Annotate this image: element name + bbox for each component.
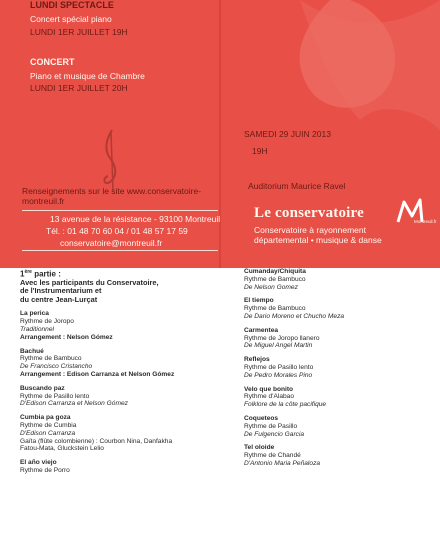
piece-detail: D'Antonio Maria Peñaloza: [244, 459, 321, 467]
clef-icon: [96, 128, 126, 192]
piece-detail: D'Edison Carranza et Nelson Gómez: [20, 400, 128, 408]
part-superscript: ère: [24, 269, 32, 275]
concert-subtitle: Piano et musique de Chambre: [30, 71, 145, 81]
piece-detail: Rythme de Cumbia: [20, 422, 77, 429]
piece-detail: Rythme de Joropo llanero: [244, 334, 320, 342]
piece-title: El tiempo: [244, 297, 274, 305]
programme-piece: [20, 385, 230, 408]
piece-detail: Arrangement : Nelson Gómez: [20, 333, 113, 341]
piece-detail: Gaïta (flûte colombienne) : Courbon Nina, Danfakha: [20, 437, 173, 445]
piece-detail: Rythme de Bambuco: [20, 355, 82, 363]
programme-page: [0, 268, 440, 550]
piece-detail: Folklore de la côte pacifique: [244, 401, 327, 409]
venue: Auditorium Maurice Ravel: [248, 181, 346, 191]
piece-title: Buscando paz: [20, 384, 65, 392]
phone: Tél. : 01 48 70 60 04 / 01 48 57 17 59: [46, 226, 188, 236]
piece-title: La perica: [20, 310, 49, 318]
tagline-line-1: Conservatoire à rayonnement: [254, 225, 366, 235]
email: conservatoire@montreuil.fr: [60, 238, 163, 248]
piece-detail: De Fulgencio Garcia: [244, 430, 305, 438]
website-info-line-2: montreuil.fr: [22, 196, 65, 206]
piece-detail: Rythme de Chandé: [244, 452, 301, 460]
programme-piece: [20, 348, 230, 379]
piece-detail: Rythme de Joropo: [20, 318, 74, 326]
piece-title: Coqueteos: [244, 414, 279, 422]
piece-detail: Rythme de Pasillo lento: [244, 363, 314, 371]
piece-title: Velo que bonito: [244, 385, 294, 393]
divider: [22, 250, 218, 251]
piece-detail: Fatou-Mata, Gluckstein Lelio: [20, 445, 104, 453]
programme-right-column: [244, 268, 434, 474]
piece-detail: D'Edison Carranza: [20, 429, 76, 437]
fold-line: [219, 0, 221, 268]
programme-piece: [244, 415, 434, 438]
piece-detail: Rythme de Bambuco: [244, 305, 306, 313]
piece-detail: De Nelson Gomez: [244, 283, 298, 291]
divider: [22, 210, 218, 211]
piece-detail: De Pedro Morales Pino: [244, 371, 313, 379]
part-description-line: du centre Jean-Lurçat: [20, 294, 98, 304]
part-description-line: de l'Instrumentarium et: [20, 286, 102, 296]
event-time: 19H: [252, 146, 268, 156]
piece-detail: Rythme de Porro: [20, 466, 70, 474]
lundi-subtitle: Concert spécial piano: [30, 14, 112, 24]
programme-piece: [244, 327, 434, 350]
event-date: SAMEDI 29 JUIN 2013: [244, 129, 331, 139]
programme-piece: [20, 310, 230, 341]
programme-piece: [244, 356, 434, 379]
programme-piece: [20, 459, 230, 475]
piece-title: Cumanday/Chiquita: [244, 268, 306, 275]
piece-detail: De Dario Moreno et Chucho Meza: [244, 312, 345, 320]
left-piece-list: [20, 310, 230, 474]
right-piece-list: [244, 268, 434, 468]
piece-detail: Arrangement : Edison Carranza et Nelson Gómez: [20, 371, 175, 379]
programme-cover: [0, 0, 440, 268]
part-word: partie :: [31, 269, 61, 279]
piece-detail: De Miguel Angel Martin: [244, 342, 313, 350]
piece-detail: Traditionnel: [20, 326, 54, 334]
piece-title: Tel oloide: [244, 444, 275, 452]
programme-piece: [244, 444, 434, 467]
logo-mark-label: Montreuil.fr: [414, 219, 437, 224]
piece-title: Reflejos: [244, 356, 270, 364]
piece-title: El año viejo: [20, 459, 57, 467]
programme-piece: [244, 268, 434, 291]
piece-detail: Rythme de Pasillo: [244, 422, 298, 430]
address: 13 avenue de la résistance - 93100 Montreuil: [50, 214, 221, 224]
lundi-date: LUNDI 1ER JUILLET 19H: [30, 27, 128, 37]
piece-detail: Rythme d'Alabao: [244, 393, 295, 401]
piece-title: Cumbia pa goza: [20, 414, 71, 422]
programme-left-column: [20, 268, 230, 481]
part-description-line: Avec les participants du Conservatoire,: [20, 277, 159, 287]
programme-piece: [244, 386, 434, 409]
piece-title: Carmentea: [244, 326, 279, 334]
concert-title: CONCERT: [30, 57, 75, 67]
piece-detail: De Francisco Cristancho: [20, 363, 93, 371]
lundi-title: LUNDI SPECTACLE: [30, 0, 114, 10]
piece-detail: Rythme de Bambuco: [244, 275, 306, 283]
piece-title: Bachué: [20, 347, 44, 355]
programme-piece: [244, 297, 434, 320]
part-description: [20, 279, 230, 305]
tagline-line-2: départemental • musique & danse: [254, 235, 382, 245]
piece-detail: Rythme de Pasillo lento: [20, 392, 90, 400]
conservatoire-logo: [254, 204, 437, 224]
website-info-line-1: Renseignements sur le site www.conservatoire-: [22, 186, 202, 196]
part-number: 1: [20, 269, 25, 279]
concert-date: LUNDI 1ER JUILLET 20H: [30, 83, 128, 93]
logo-name: Le conservatoire: [254, 205, 364, 221]
programme-piece: [20, 414, 230, 453]
